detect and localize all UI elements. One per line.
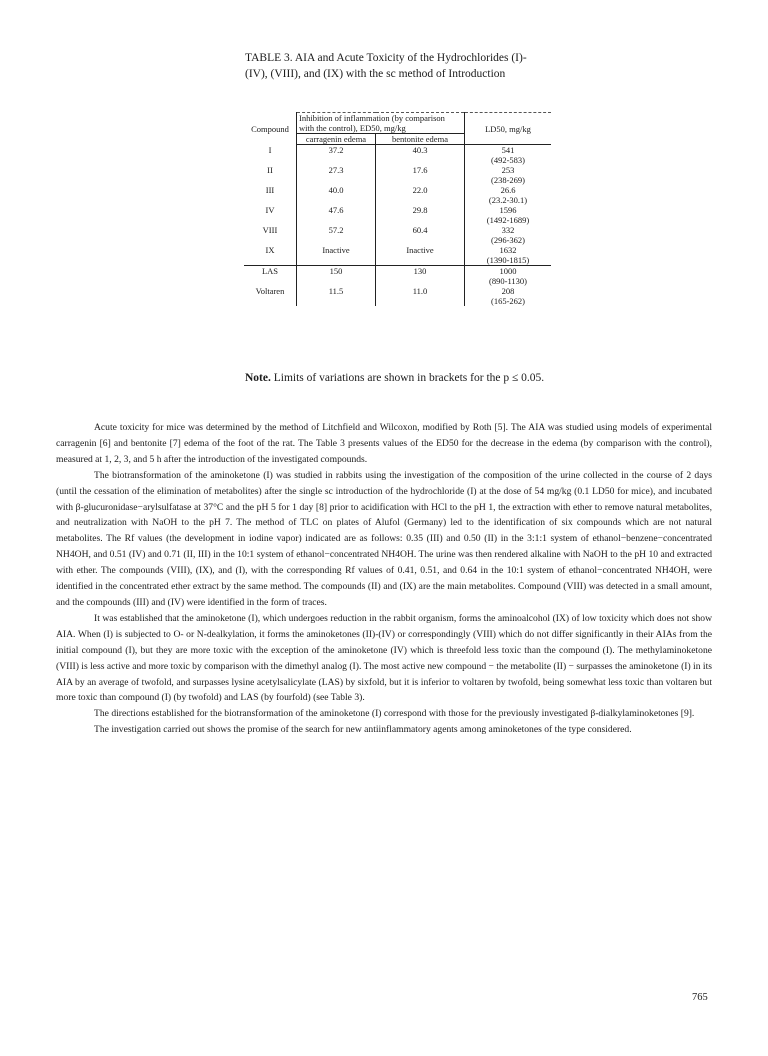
cell-ld50: 26.6 (500, 185, 516, 195)
table-3 (244, 112, 551, 306)
cell-bentonite: 60.4 (376, 225, 465, 245)
cell-carragenin: 150 (297, 266, 376, 287)
table-row (244, 185, 551, 195)
cell-ld50-range: (296-362) (491, 235, 525, 245)
cell-ld50: 332 (501, 225, 515, 235)
body-text (56, 420, 712, 738)
cell-compound: III (244, 185, 297, 205)
page-number: 765 (692, 992, 708, 1003)
header-bentonite: bentonite edema (376, 134, 465, 145)
table-row (244, 145, 551, 156)
header-carragenin: carragenin edema (297, 134, 376, 145)
cell-ld50-range: (1390-1815) (465, 255, 552, 266)
cell-carragenin: 27.3 (297, 165, 376, 185)
cell-compound: IV (244, 205, 297, 225)
cell-ld50-range: (890-1130) (489, 276, 527, 286)
cell-bentonite: 22.0 (376, 185, 465, 205)
table-row (244, 165, 551, 175)
cell-ld50: 1632 (499, 245, 517, 255)
header-inhibition: Inhibition of inflammation (by comparison with the control), ED50, mg/kg (297, 113, 465, 134)
table-row (244, 225, 551, 235)
cell-ld50-range: (492-583) (491, 155, 525, 165)
table-row (244, 286, 551, 296)
cell-bentonite: 29.8 (376, 205, 465, 225)
cell-compound: LAS (244, 266, 297, 287)
cell-bentonite: Inactive (376, 245, 465, 266)
paragraph: The biotransformation of the aminoketone (I) was studied in rabbits using the investigation of the composition of the urine collected in the course of 2 days (until the cessation of the elimination of metabolites) after the single sc introduction of the hydrochloride (I) at the dose of 54 mg/kg (0.1 LD50 for mice), and incubated with β-glucuronidase−arylsulfatase at 37°C and the pH 5 for 1 day [8] prior to acidification with HCl to the pH 1, the extraction with ether to remove natural metabolites, and neutralization with NaOH to the pH 7. The method of TLC on plates of Alufol (Germany) led to the identification of six compounds which are not natural metabolites. The Rf values (the development in iodine vapor) indicated are as follows: 0.35 (III) and 0.50 (II) in the 3:1:1 system of ethanol−benzene−concentrated NH4OH, and 0.51 (IV) and 0.71 (II, III) in the 10:1 system of ethanol−concentrated NH4OH. The urine was then rendered alkaline with NaOH to the pH 10 and extracted with ether. The compounds (VIII), (IX), and (I), with the corresponding Rf values of 0.41, 0.51, and 0.64 in the 10:1 system of ethanol−concentrated NH4OH, were identified in the concentrated ether extract by the same method. The compounds (II) and (IX) are the main metabolites. Compound (VIII) was detected in a small amount, and the compounds (III) and (IV) were identified in the form of traces. (56, 469, 712, 608)
cell-compound: IX (244, 245, 297, 266)
cell-compound: I (244, 145, 297, 166)
cell-ld50: 1000 (465, 266, 552, 277)
paragraph: Acute toxicity for mice was determined by the method of Litchfield and Wilcoxon, modified by Roth [5]. The AIA was studied using models of experimental carragenin [6] and bentonite [7] edema of the foot of the rat. The Table 3 presents values of the ED50 for the decrease in the edema (by comparison with the control), measured at 1, 2, 3, and 5 h after the introduction of the investigated compounds. (56, 422, 712, 465)
cell-carragenin: 11.5 (297, 286, 376, 306)
cell-ld50-range: (238-269) (491, 175, 525, 185)
cell-compound: II (244, 165, 297, 185)
table-row (244, 245, 551, 255)
cell-ld50-range: (1492-1689) (486, 215, 530, 225)
cell-carragenin: 40.0 (297, 185, 376, 205)
cell-bentonite: 130 (376, 266, 465, 287)
cell-ld50: 1596 (499, 205, 517, 215)
paragraph: It was established that the aminoketone (I), which undergoes reduction in the rabbit organism, forms the aminoalcohol (IX) of low toxicity which does not show AIA. When (I) is subjected to O- or N-dealkylation, it forms the aminoketones (II)-(IV) or correspondingly (VIII) which do not differ significantly in their AIAs from the initial compound (I), but they are more toxic with the exception of the aminoketone (IV) which is threefold less toxic than the compound (I). The methylaminoketone (VIII) is less active and more toxic by comparison with the dimethyl analog (I). The most active new compound − the metabolite (II) − surpasses the aminoketone (I) in its AIA by an average of twofold, and surpasses lysine acetylsalicylate (LAS) by sixfold, but it is inferior to voltaren by twofold, being somewhat less toxic than voltaren but more toxic than compound (I) (by twofold) and LAS (by fourfold) (see Table 3). (56, 612, 712, 704)
paragraph: The investigation carried out shows the promise of the search for new antiinflammatory agents among aminoketones of the type considered. (94, 724, 632, 736)
cell-ld50: 541 (465, 145, 552, 156)
cell-bentonite: 40.3 (376, 145, 465, 166)
cell-carragenin: 37.2 (297, 145, 376, 166)
cell-carragenin: 57.2 (297, 225, 376, 245)
cell-ld50-range: (165-262) (491, 296, 525, 306)
cell-ld50: 253 (501, 165, 515, 175)
note-label: Note. (245, 372, 271, 384)
cell-ld50-range: (23.2-30.1) (488, 195, 528, 205)
header-compound: Compound (244, 113, 297, 145)
table-row (244, 205, 551, 215)
cell-bentonite: 17.6 (376, 165, 465, 185)
paragraph: The directions established for the biotransformation of the aminoketone (I) correspond with those for the previously investigated β-dialkylaminoketones [9]. (94, 708, 695, 720)
note-text: Limits of variations are shown in brackets for the p ≤ 0.05. (273, 372, 545, 384)
cell-compound: Voltaren (244, 286, 297, 306)
cell-carragenin: Inactive (297, 245, 376, 266)
cell-carragenin: 47.6 (297, 205, 376, 225)
cell-bentonite: 11.0 (376, 286, 465, 306)
cell-ld50: 208 (501, 286, 515, 296)
table-caption: TABLE 3. AIA and Acute Toxicity of the Hydrochlorides (I)-(IV), (VIII), and (IX) with the sc method of Introduction (245, 52, 527, 80)
table-note (245, 370, 545, 386)
header-ld50: LD50, mg/kg (465, 113, 552, 145)
cell-compound: VIII (244, 225, 297, 245)
table-row (244, 266, 551, 277)
